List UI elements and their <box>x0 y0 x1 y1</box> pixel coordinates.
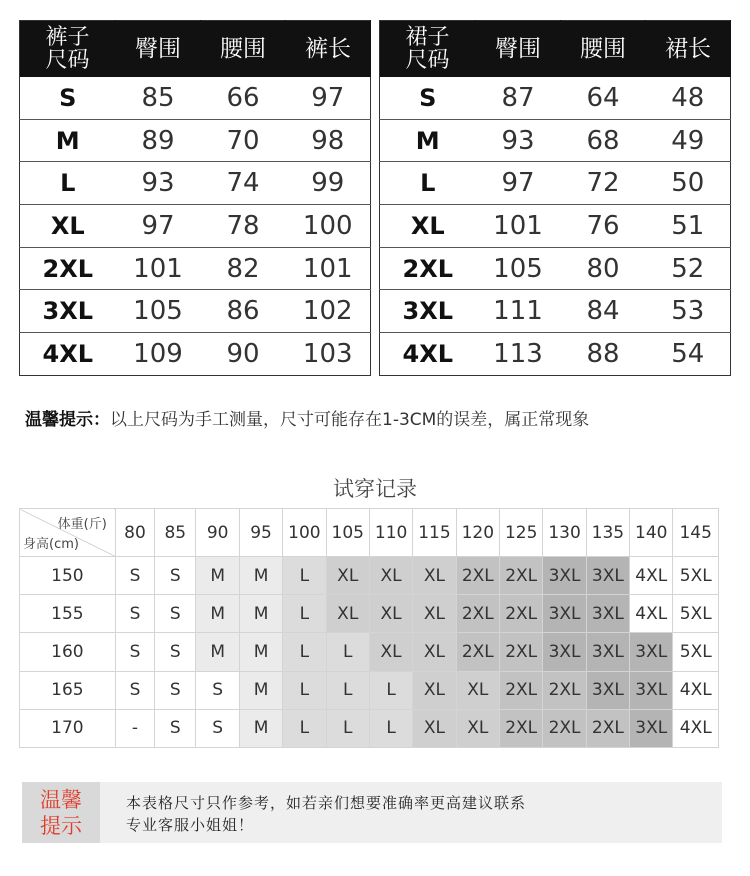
pants-header-length: 裤长 <box>286 21 371 77</box>
tryon-row <box>20 709 719 747</box>
skirt-value-cell: 87 <box>476 77 561 120</box>
skirt-value-cell: 111 <box>476 290 561 333</box>
size-recommendation-cell: 2XL <box>500 595 543 633</box>
pants-size-cell: XL <box>20 205 116 248</box>
tryon-title: 试穿记录 <box>333 477 417 501</box>
weight-header-cell: 135 <box>586 509 629 557</box>
skirt-size-cell: 2XL <box>380 247 476 290</box>
size-recommendation-cell: 3XL <box>630 709 673 747</box>
size-recommendation-cell: 2XL <box>456 633 499 671</box>
size-recommendation-cell: 3XL <box>586 595 629 633</box>
pants-row <box>20 119 371 162</box>
pants-value-cell: 93 <box>116 162 201 205</box>
size-recommendation-cell: L <box>283 557 326 595</box>
size-recommendation-cell: XL <box>326 557 369 595</box>
pants-value-cell: 103 <box>302 338 353 369</box>
pants-value-cell: 82 <box>201 247 286 290</box>
skirt-size-cell: M <box>380 119 476 162</box>
size-recommendation-cell: 3XL <box>586 557 629 595</box>
pants-value-cell: 105 <box>116 290 201 333</box>
weight-header-cell: 115 <box>413 509 456 557</box>
size-recommendation-cell: M <box>239 595 282 633</box>
skirt-header-size <box>380 21 476 77</box>
weight-header-cell: 90 <box>196 509 239 557</box>
size-recommendation-cell: 2XL <box>500 671 543 709</box>
skirt-value-cell: 88 <box>586 338 620 369</box>
size-recommendation-cell: M <box>239 633 282 671</box>
size-recommendation-cell: 3XL <box>543 595 586 633</box>
size-recommendation-cell: 2XL <box>500 709 543 747</box>
pants-value-cell: 101 <box>286 247 371 290</box>
weight-header-cell: 145 <box>673 509 719 557</box>
tryon-row <box>20 633 719 671</box>
skirt-row <box>380 247 731 290</box>
skirt-value-cell: 49 <box>646 119 731 162</box>
skirt-row <box>380 333 731 376</box>
weight-header-cell: 125 <box>500 509 543 557</box>
bottom-note-label <box>22 782 100 843</box>
weight-header-cell: 105 <box>326 509 369 557</box>
size-recommendation-cell: 3XL <box>586 671 629 709</box>
size-recommendation-cell: 5XL <box>673 595 719 633</box>
size-recommendation-cell: 3XL <box>630 633 673 671</box>
size-recommendation-cell: XL <box>456 709 499 747</box>
pants-row <box>20 290 371 333</box>
height-cell: 170 <box>20 709 116 747</box>
size-recommendation-cell: 5XL <box>673 633 719 671</box>
pants-row <box>20 333 371 376</box>
pants-size-cell: S <box>20 77 116 120</box>
skirt-value-cell: 54 <box>671 338 705 369</box>
size-recommendation-cell: 2XL <box>543 709 586 747</box>
skirt-value-cell: 64 <box>561 77 646 120</box>
size-recommendation-cell: S <box>115 671 154 709</box>
size-recommendation-cell: 4XL <box>673 709 719 747</box>
height-label: 身高(cm) <box>23 537 79 552</box>
skirt-value-cell: 72 <box>561 162 646 205</box>
skirt-value-cell: 52 <box>646 247 731 290</box>
skirt-row <box>380 119 731 162</box>
size-recommendation-cell: L <box>369 709 412 747</box>
size-recommendation-cell: 3XL <box>586 633 629 671</box>
size-recommendation-cell: L <box>283 595 326 633</box>
tryon-corner-cell <box>20 509 116 557</box>
pants-value-cell: 66 <box>201 77 286 120</box>
pants-size-table <box>19 20 371 376</box>
size-recommendation-cell: S <box>155 595 196 633</box>
skirt-row <box>380 205 731 248</box>
size-recommendation-cell: 5XL <box>673 557 719 595</box>
size-recommendation-cell: 4XL <box>630 557 673 595</box>
size-recommendation-cell: XL <box>369 633 412 671</box>
size-recommendation-cell: 2XL <box>500 557 543 595</box>
size-recommendation-cell: XL <box>369 595 412 633</box>
pants-row <box>20 77 371 120</box>
skirt-size-cell: 4XL <box>402 339 453 368</box>
size-recommendation-cell: XL <box>326 595 369 633</box>
pants-value-cell: 90 <box>226 338 260 369</box>
pants-value-cell: 85 <box>116 77 201 120</box>
size-recommendation-cell: 2XL <box>500 633 543 671</box>
pants-size-cell: L <box>20 162 116 205</box>
size-recommendation-cell: XL <box>456 671 499 709</box>
bottom-note <box>22 782 722 843</box>
size-recommendation-cell: 3XL <box>543 557 586 595</box>
size-recommendation-cell: 3XL <box>630 671 673 709</box>
skirt-header-hip: 臀围 <box>476 21 561 77</box>
pants-value-cell: 74 <box>201 162 286 205</box>
size-recommendation-cell: S <box>155 671 196 709</box>
pants-value-cell: 70 <box>201 119 286 162</box>
size-recommendation-cell: XL <box>413 709 456 747</box>
pants-size-cell: 3XL <box>20 290 116 333</box>
pants-value-cell: 98 <box>286 119 371 162</box>
size-recommendation-cell: M <box>239 709 282 747</box>
bottom-note-label-line-1: 温馨 <box>40 788 82 812</box>
skirt-value-cell: 105 <box>476 247 561 290</box>
size-recommendation-cell: L <box>283 709 326 747</box>
bottom-note-text <box>126 792 526 836</box>
weight-header-cell: 95 <box>239 509 282 557</box>
size-recommendation-cell: M <box>239 557 282 595</box>
size-recommendation-cell: M <box>196 633 239 671</box>
size-recommendation-cell: 3XL <box>543 633 586 671</box>
pants-row <box>20 205 371 248</box>
pants-value-cell: 78 <box>201 205 286 248</box>
skirt-value-cell: 84 <box>561 290 646 333</box>
bottom-note-label-line-2: 提示 <box>40 814 82 838</box>
skirt-value-cell: 97 <box>476 162 561 205</box>
weight-header-cell: 100 <box>283 509 326 557</box>
size-recommendation-cell: S <box>155 557 196 595</box>
size-recommendation-cell: XL <box>413 633 456 671</box>
size-recommendation-cell: S <box>196 709 239 747</box>
size-recommendation-cell: S <box>115 633 154 671</box>
size-recommendation-cell: L <box>326 633 369 671</box>
size-recommendation-cell: S <box>115 595 154 633</box>
tryon-table <box>19 508 719 748</box>
tryon-row <box>20 595 719 633</box>
size-recommendation-cell: L <box>326 709 369 747</box>
size-recommendation-cell: M <box>239 671 282 709</box>
skirt-value-cell: 48 <box>646 77 731 120</box>
size-recommendation-cell: 4XL <box>673 671 719 709</box>
weight-header-cell: 85 <box>155 509 196 557</box>
size-recommendation-cell: L <box>369 671 412 709</box>
height-cell: 165 <box>20 671 116 709</box>
pants-row <box>20 162 371 205</box>
pants-header-waist: 腰围 <box>201 21 286 77</box>
pants-value-cell: 97 <box>116 205 201 248</box>
size-recommendation-cell: S <box>196 671 239 709</box>
size-recommendation-cell: M <box>196 595 239 633</box>
pants-value-cell: 101 <box>116 247 201 290</box>
skirt-size-cell: 3XL <box>380 290 476 333</box>
skirt-value-cell: 68 <box>561 119 646 162</box>
pants-header-line-2: 尺码 <box>45 47 90 73</box>
size-recommendation-cell: - <box>115 709 154 747</box>
warm-tip-label: 温馨提示： <box>25 410 110 430</box>
skirt-value-cell: 80 <box>561 247 646 290</box>
weight-header-cell: 110 <box>369 509 412 557</box>
skirt-row <box>380 290 731 333</box>
pants-row <box>20 247 371 290</box>
skirt-value-cell: 51 <box>646 205 731 248</box>
tryon-row <box>20 557 719 595</box>
size-recommendation-cell: S <box>115 557 154 595</box>
skirt-row <box>380 162 731 205</box>
skirt-value-cell: 53 <box>646 290 731 333</box>
pants-value-cell: 109 <box>133 338 183 369</box>
pants-value-cell: 89 <box>116 119 201 162</box>
size-recommendation-cell: 2XL <box>456 595 499 633</box>
height-cell: 160 <box>20 633 116 671</box>
skirt-header-length: 裙长 <box>646 21 731 77</box>
pants-header-size <box>20 21 116 77</box>
bottom-note-line-1: 本表格尺寸只作参考，如若亲们想要准确率更高建议联系 <box>126 794 527 812</box>
pants-size-cell: 2XL <box>20 247 116 290</box>
pants-value-cell: 100 <box>286 205 371 248</box>
height-cell: 155 <box>20 595 116 633</box>
tryon-row <box>20 671 719 709</box>
size-recommendation-cell: XL <box>413 557 456 595</box>
weight-header-cell: 80 <box>115 509 154 557</box>
size-recommendation-cell: L <box>283 671 326 709</box>
pants-value-cell: 86 <box>201 290 286 333</box>
pants-header-hip: 臀围 <box>116 21 201 77</box>
size-recommendation-cell: 2XL <box>456 557 499 595</box>
skirt-value-cell: 113 <box>493 338 543 369</box>
weight-header-cell: 140 <box>630 509 673 557</box>
pants-header-line-1: 裤子 <box>45 24 90 50</box>
warm-tip-text: 以上尺码为手工测量，尺寸可能存在1-3CM的误差，属正常现象 <box>110 410 590 430</box>
warm-tip <box>25 405 589 430</box>
weight-label: 体重(斤) <box>57 517 107 532</box>
pants-size-cell: M <box>20 119 116 162</box>
size-recommendation-cell: L <box>326 671 369 709</box>
skirt-header-line-2: 尺码 <box>405 47 450 73</box>
bottom-note-line-2: 专业客服小姐姐！ <box>126 816 255 834</box>
size-recommendation-cell: S <box>155 709 196 747</box>
skirt-value-cell: 93 <box>476 119 561 162</box>
pants-value-cell: 99 <box>286 162 371 205</box>
size-recommendation-cell: XL <box>369 557 412 595</box>
pants-value-cell: 97 <box>286 77 371 120</box>
pants-value-cell: 102 <box>286 290 371 333</box>
size-recommendation-cell: 4XL <box>630 595 673 633</box>
skirt-value-cell: 101 <box>476 205 561 248</box>
skirt-value-cell: 76 <box>561 205 646 248</box>
pants-size-cell: 4XL <box>42 339 93 368</box>
size-recommendation-cell: XL <box>413 595 456 633</box>
size-recommendation-cell: S <box>155 633 196 671</box>
size-recommendation-cell: 2XL <box>586 709 629 747</box>
skirt-size-cell: L <box>380 162 476 205</box>
skirt-row <box>380 77 731 120</box>
size-recommendation-cell: XL <box>413 671 456 709</box>
skirt-size-cell: XL <box>380 205 476 248</box>
size-recommendation-cell: 2XL <box>543 671 586 709</box>
skirt-size-cell: S <box>380 77 476 120</box>
weight-header-cell: 120 <box>456 509 499 557</box>
weight-header-cell: 130 <box>543 509 586 557</box>
size-recommendation-cell: M <box>196 557 239 595</box>
skirt-header-waist: 腰围 <box>561 21 646 77</box>
skirt-value-cell: 50 <box>646 162 731 205</box>
skirt-size-table <box>379 20 731 376</box>
skirt-header-line-1: 裙子 <box>405 24 450 50</box>
height-cell: 150 <box>20 557 116 595</box>
size-recommendation-cell: L <box>283 633 326 671</box>
